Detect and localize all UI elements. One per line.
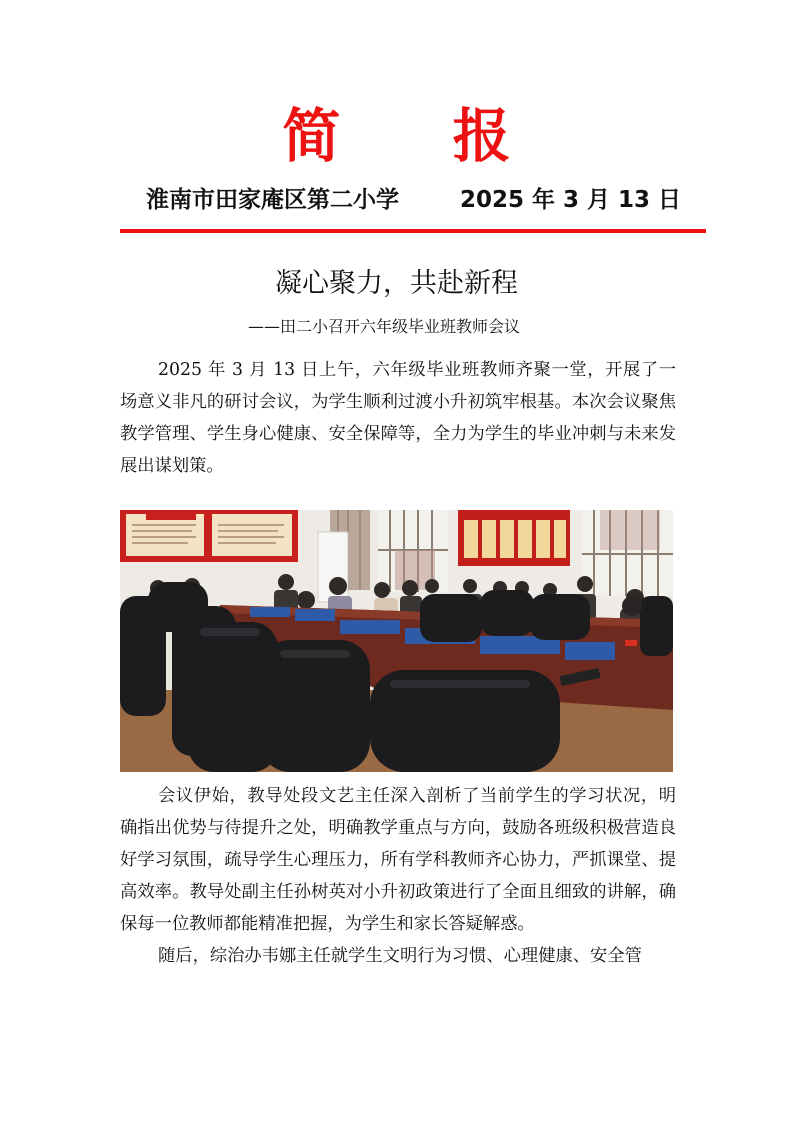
paragraph-meeting-start: 会议伊始，教导处段文艺主任深入剖析了当前学生的学习状况，明确指出优势与待提升之处，明确教学重点与方向，鼓励各班级积极营造良好学习氛围，疏导学生心理压力，所有学科教师齐心协力，严抓课堂、提高效率。教导处副主任孙树英对小升初政策进行了全面且细致的讲解，确保每一位教师都能精准把握，为学生和家长答疑解惑。 (120, 786, 676, 934)
bulletin-title: 简 报 (282, 102, 557, 170)
masthead-info (146, 183, 682, 217)
article-title: 凝心聚力，共赴新程 (275, 268, 518, 299)
paragraph-following: 随后，综治办韦娜主任就学生文明行为习惯、心理健康、安全管 (158, 946, 642, 966)
paragraph-intro: 2025 年 3 月 13 日上午，六年级毕业班教师齐聚一堂，开展了一场意义非凡的研讨会议，为学生顺利过渡小升初筑牢根基。本次会议聚焦教学管理、学生身心健康、安全保障等，全力为学生的毕业冲刺与未来发展出谋划策。 (120, 360, 676, 476)
red-divider (120, 229, 706, 233)
meeting-photo-illustration (120, 510, 673, 772)
article-subtitle: ——田二小召开六年级毕业班教师会议 (248, 317, 521, 336)
issue-date: 2025 年 3 月 13 日 (460, 187, 682, 213)
meeting-photo (120, 510, 673, 772)
school-name: 淮南市田家庵区第二小学 (146, 187, 399, 213)
